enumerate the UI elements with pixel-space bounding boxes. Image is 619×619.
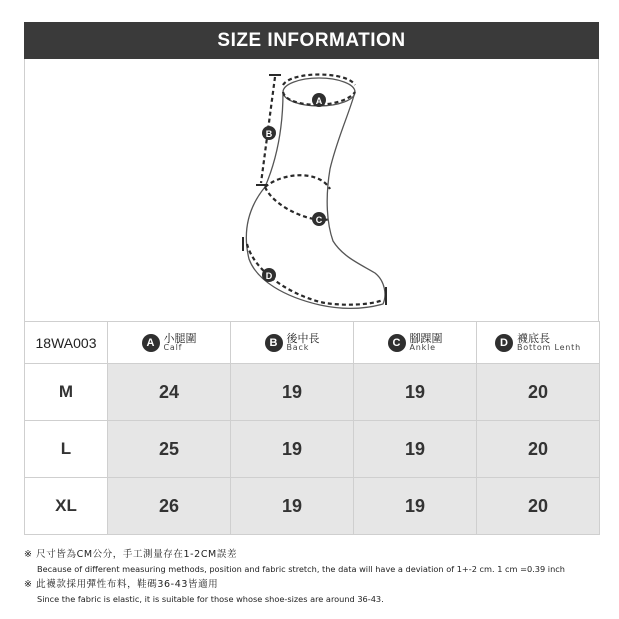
- badge-d: D: [495, 334, 513, 352]
- column-header-bottom-length: [477, 322, 600, 364]
- svg-text:D: D: [265, 271, 273, 281]
- note-cn: ※ 此襪款採用彈性布料，鞋碼36-43皆適用: [24, 579, 219, 590]
- table-cell: 19: [354, 421, 477, 478]
- table-header-row: [25, 322, 600, 364]
- column-label-en: Calf: [163, 343, 183, 353]
- table-row: [25, 421, 600, 478]
- marker-d: [262, 268, 276, 282]
- badge-b: B: [265, 334, 283, 352]
- svg-text:B: B: [265, 129, 273, 139]
- badge-a: A: [142, 334, 160, 352]
- size-information-header: [24, 22, 599, 59]
- column-header-ankle: [354, 322, 477, 364]
- note-en: Since the fabric is elastic, it is suitable for those whose shoe-sizes are around 36-43.: [37, 594, 384, 604]
- column-label-cn: 小腿圍: [163, 331, 197, 345]
- marker-a: [312, 93, 326, 107]
- table-row: [25, 478, 600, 535]
- table-cell: 26: [108, 478, 231, 535]
- table-cell: 19: [231, 364, 354, 421]
- svg-text:C: C: [315, 215, 323, 225]
- column-header-calf: [108, 322, 231, 364]
- product-code: 18WA003: [25, 322, 108, 364]
- note-en: Because of different measuring methods, position and fabric stretch, the data will have a deviation of 1+-2 cm. 1 cm =0.39 inch: [37, 564, 565, 574]
- badge-c: C: [388, 334, 406, 352]
- notes-section: [24, 547, 604, 607]
- sock-illustration: [25, 59, 600, 322]
- column-label-en: Back: [286, 343, 310, 353]
- column-label-cn: 腳踝圍: [409, 331, 443, 345]
- table-cell: 19: [231, 421, 354, 478]
- column-label-cn: 襪底長: [516, 331, 550, 345]
- size-table: [24, 321, 600, 535]
- size-label: M: [25, 364, 108, 421]
- table-cell: 20: [477, 364, 600, 421]
- table-cell: 19: [354, 478, 477, 535]
- svg-text:A: A: [315, 96, 323, 106]
- size-label: XL: [25, 478, 108, 535]
- note-cn: ※ 尺寸皆為CM公分，手工測量存在1-2CM誤差: [24, 549, 238, 560]
- sock-diagram: [24, 59, 599, 322]
- page-title: SIZE INFORMATION: [217, 29, 406, 51]
- table-row: [25, 364, 600, 421]
- table-cell: 20: [477, 421, 600, 478]
- table-cell: 25: [108, 421, 231, 478]
- table-cell: 24: [108, 364, 231, 421]
- marker-b: [262, 126, 276, 140]
- size-label: L: [25, 421, 108, 478]
- column-label-en: Ankle: [409, 343, 436, 353]
- column-label-cn: 後中長: [286, 331, 320, 345]
- table-cell: 19: [231, 478, 354, 535]
- table-cell: 19: [354, 364, 477, 421]
- column-header-back: [231, 322, 354, 364]
- column-label-en: Bottom Lenth: [516, 343, 581, 353]
- marker-c: [312, 212, 326, 226]
- table-cell: 20: [477, 478, 600, 535]
